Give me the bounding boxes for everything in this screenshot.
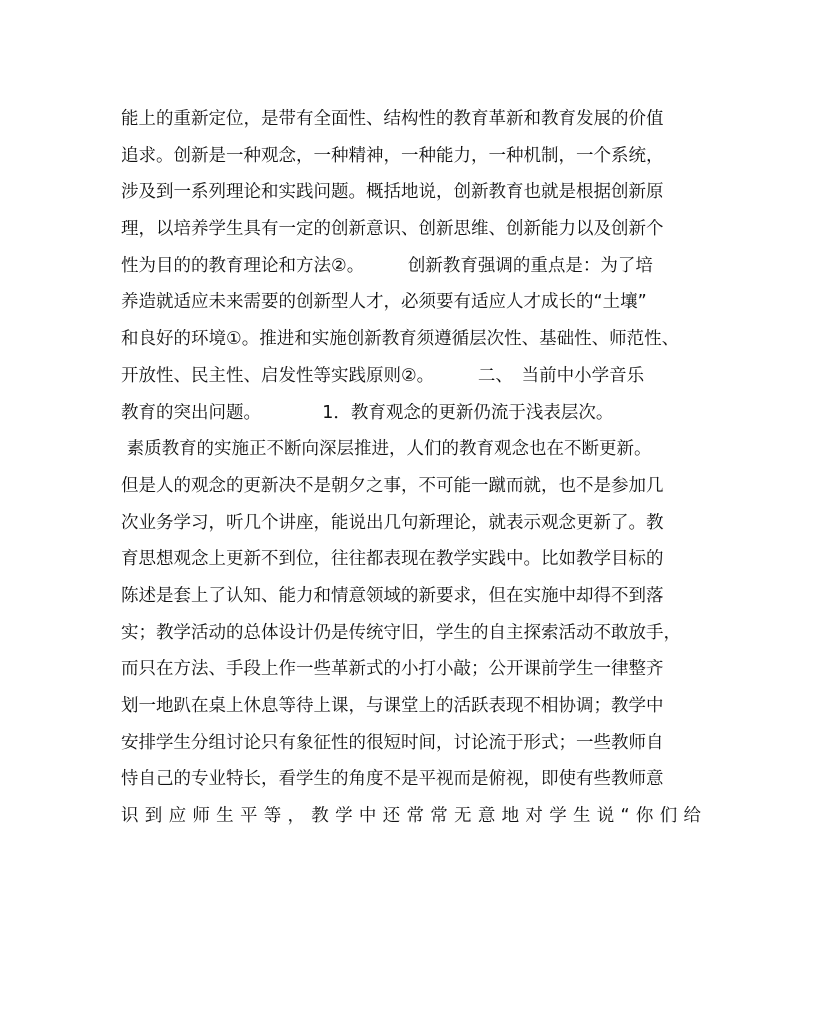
body-text (121, 101, 701, 835)
text-line: 识到应师生平等，教学中还常常无意地对学生说“你们给 (121, 806, 701, 827)
text-line: 但是人的观念的更新决不是朝夕之事，不可能一蹴而就，也不是参加几 (121, 475, 664, 496)
text-line: 次业务学习，听几个讲座，能说出几句新理论，就表示观念更新了。教 (121, 512, 664, 533)
text-line: 教育的突出问题。 1．教育观念的更新仍流于浅表层次。 (121, 402, 614, 423)
text-line: 和良好的环境①。推进和实施创新教育须遵循层次性、基础性、师范性、 (121, 329, 680, 350)
text-line: 实；教学活动的总体设计仍是传统守旧，学生的自主探索活动不敢放手， (121, 622, 681, 643)
text-line: 恃自己的专业特长，看学生的角度不是平视而是俯视，即使有些教师意 (121, 769, 664, 790)
text-line: 涉及到一系列理论和实践问题。概括地说，创新教育也就是根据创新原 (121, 182, 664, 203)
text-line: 育思想观念上更新不到位，往往都表现在教学实践中。比如教学目标的 (121, 549, 664, 570)
text-line: 开放性、民主性、启发性等实践原则②。 二、 当前中小学音乐 (121, 365, 645, 386)
text-line: 理，以培养学生具有一定的创新意识、创新思维、创新能力以及创新个 (121, 219, 664, 240)
text-line: 素质教育的实施正不断向深层推进，人们的教育观念也在不断更新。 (121, 439, 652, 460)
text-line: 能上的重新定位，是带有全面性、结构性的教育革新和教育发展的价值 (121, 109, 664, 129)
text-line: 划一地趴在桌上休息等待上课，与课堂上的活跃表现不相协调；教学中 (121, 696, 664, 716)
text-line: 追求。创新是一种观念，一种精神，一种能力，一种机制，一个系统， (121, 145, 664, 166)
text-line: 陈述是套上了认知、能力和情意领域的新要求，但在实施中却得不到落 (121, 585, 664, 606)
text-line: 安排学生分组讨论只有象征性的很短时间，讨论流于形式；一些教师自 (121, 732, 664, 753)
text-line: 养造就适应未来需要的创新型人才，必须要有适应人才成长的“土壤” (121, 292, 647, 313)
text-line: 性为目的的教育理论和方法②。 创新教育强调的重点是：为了培 (121, 255, 653, 276)
text-line: 而只在方法、手段上作一些革新式的小打小敲；公开课前学生一律整齐 (121, 659, 664, 680)
